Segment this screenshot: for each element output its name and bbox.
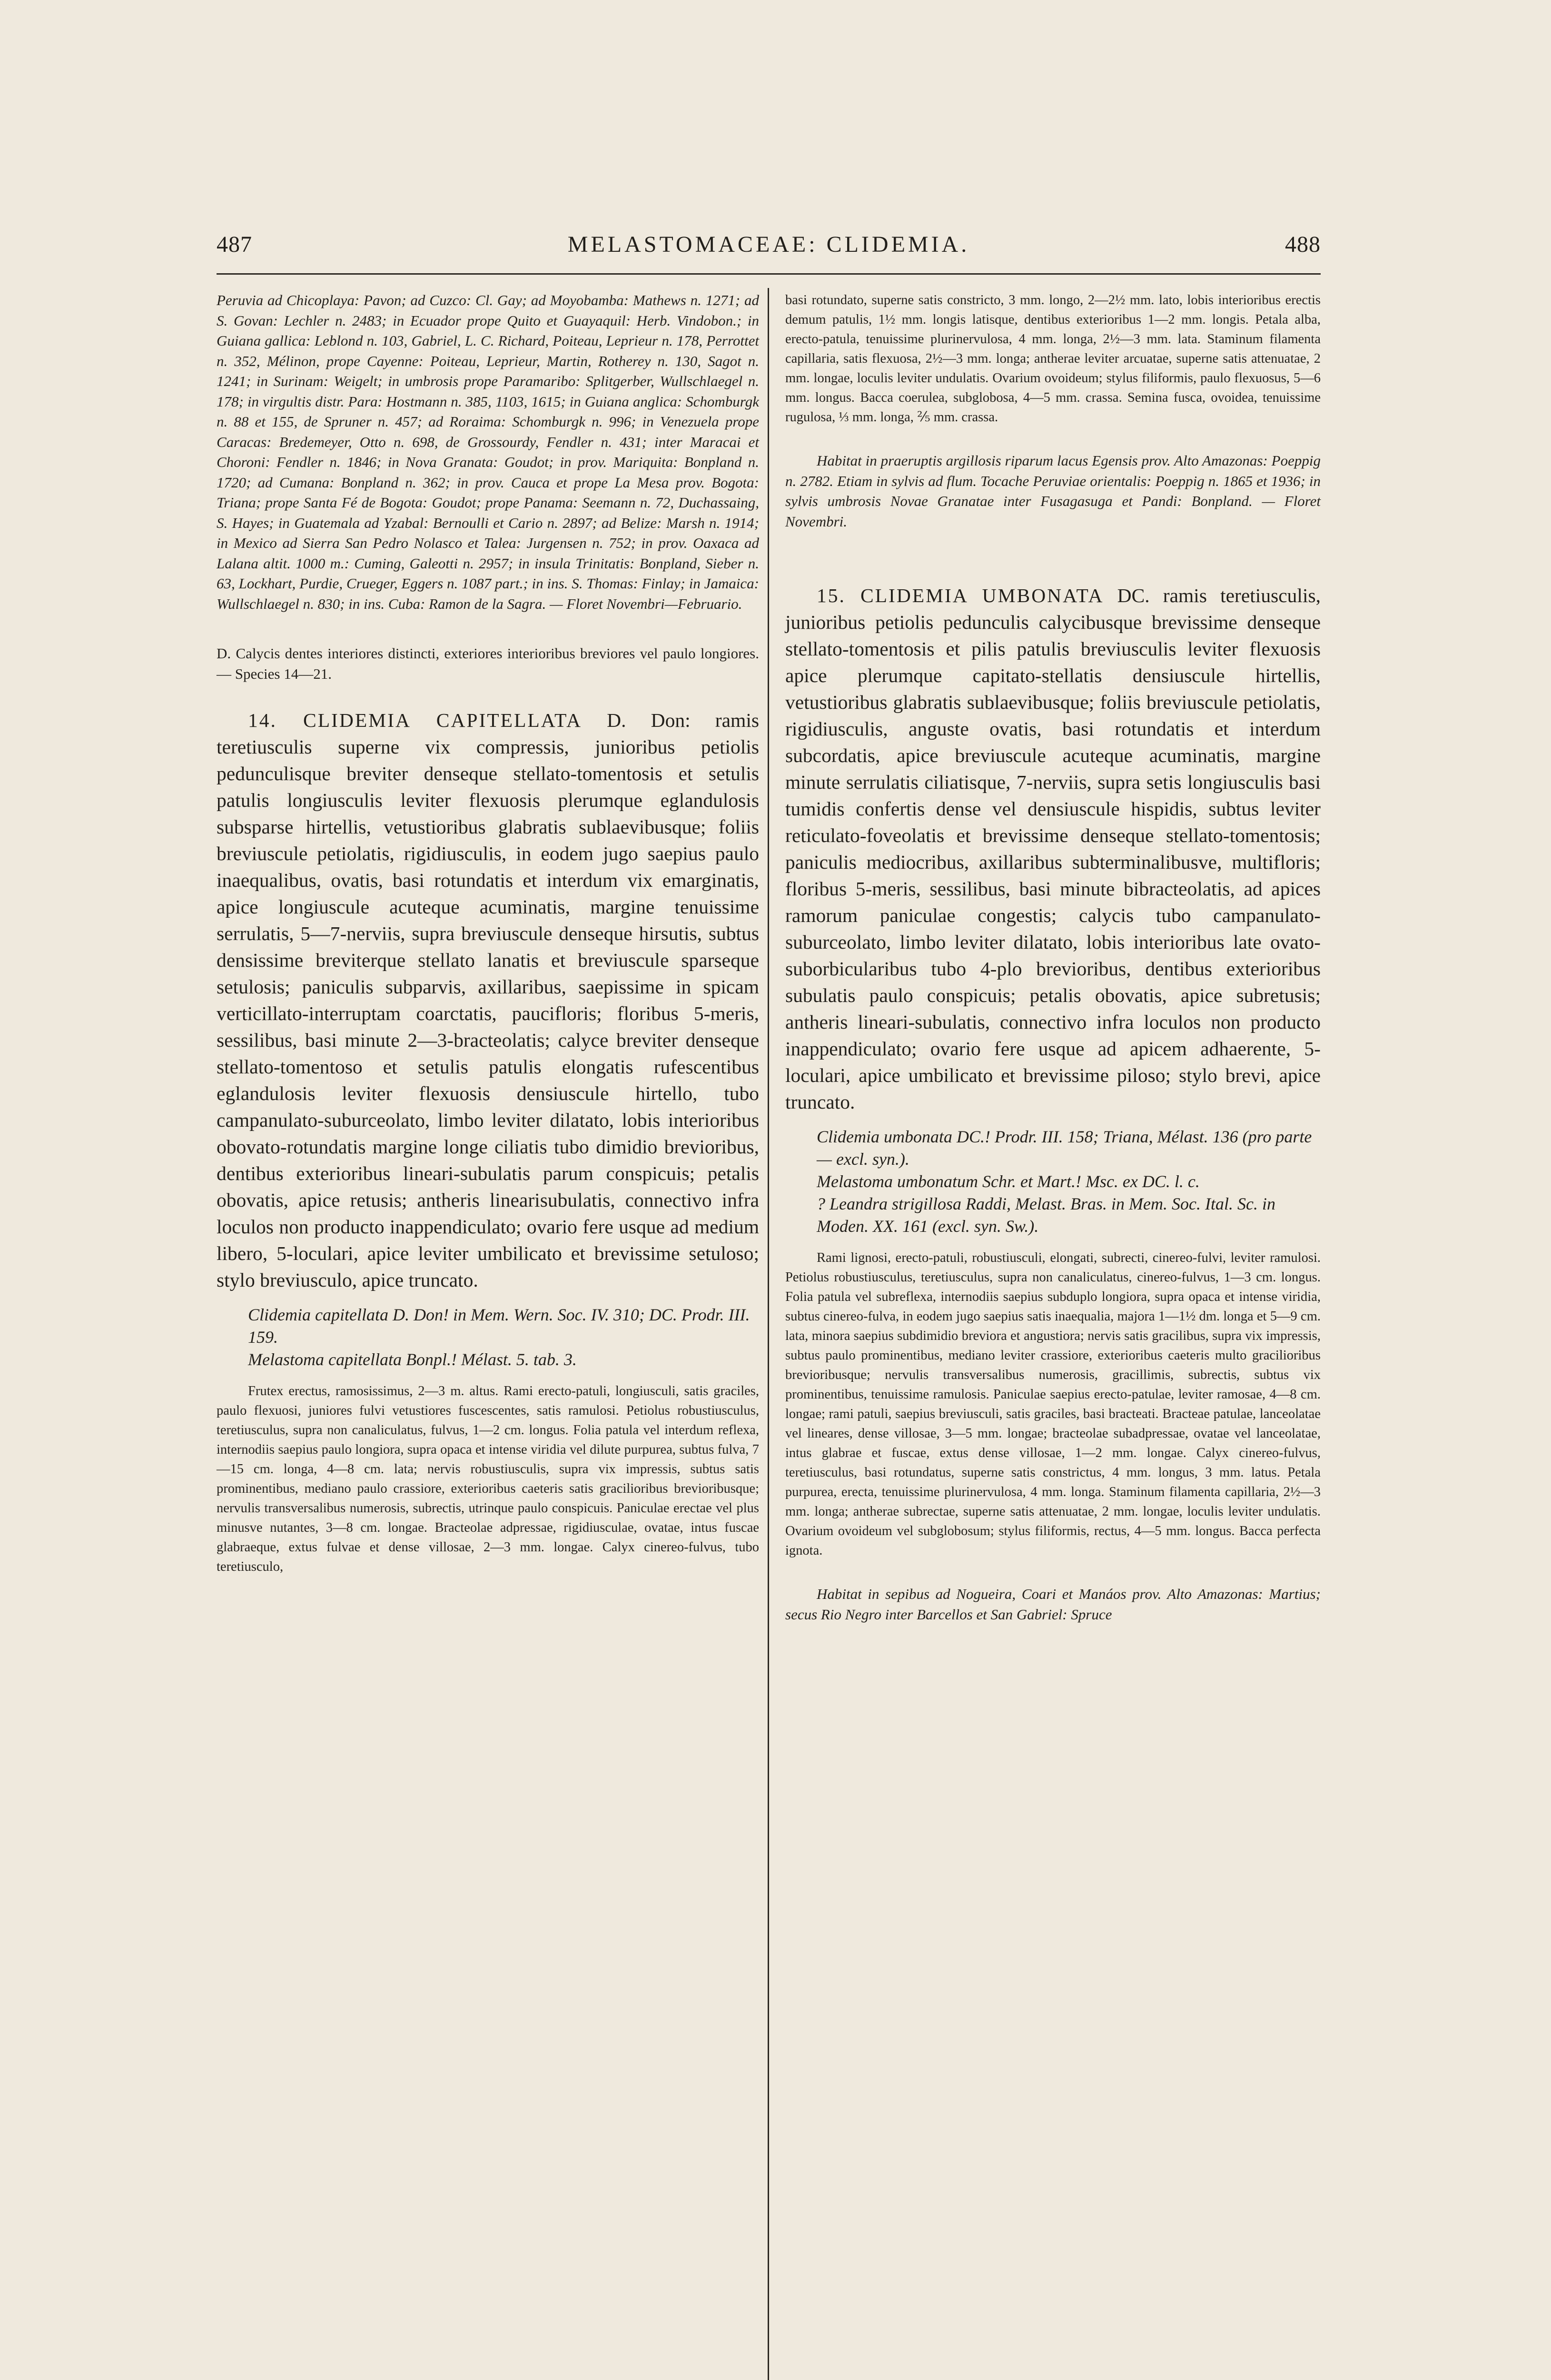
species-15-habitat: Habitat in sepibus ad Nogueira, Coari et Manáos prov. Alto Amazonas: Martius; secus Rio Negro inter Barcellos et San Gabriel: Spruce (785, 1586, 1321, 1623)
distribution-citation-continued: Peruvia ad Chicoplaya: Pavon; ad Cuzco: Cl. Gay; ad Moyobamba: Mathews n. 1271; ad S. Govan: Lechler n. 2483; in Ecuador prope Quito et Guayaquil: Herb. Vindobon.; in Guiana gallica: Leblond n. 103, Gabriel, L. C. Richard, Poiteau, Leprieur n. 178, Perrottet n. 352, Mélinon, prope Cayenne: Poiteau, Leprieur, Martin, Rotherey n. 130, Sagot n. 1241; in Surinam: Weigelt; in umbrosis prope Paramaribo: Splitgerber, Wullschlaegel n. 178; in virgultis distr. Para: Hostmann n. 385, 1103, 1615; in Guiana anglica: Schomburgk n. 88 et 155, de Spruner n. 457; ad Roraima: Schomburgk n. 996; in Venezuela prope Caracas: Bredemeyer, Otto n. 698, de Grossourdy, Fendler n. 431; inter Maracai et Choroni: Fendler n. 1846; in Nova Granata: Goudot; in prov. Mariquita: Bonpland n. 1720; ad Cumana: Bonpland n. 362; in prov. Cauca et prope La Mesa prov. Bogota: Triana; prope Santa Fé de Bogota: Goudot; prope Panama: Seemann n. 72, Duchassaing, S. Hayes; in Guatemala ad Yzabal: Bernoulli et Cario n. 2897; ad Belize: Marsh n. 1914; in Mexico ad Sierra San Pedro Nolasco et Talea: Jurgensen n. 752; in prov. Oaxaca ad Lalana altit. 1000 m.: Cuming, Galeotti n. 2957; in insula Trinitatis: Bonpland, Sieber n. 63, Lockhart, Purdie, Crueger, Eggers n. 1087 part.; in ins. S. Thomas: Finlay; in Jamaica: Wullschlaegel n. 830; in ins. Cuba: Ramon de la Sagra. — Floret Novembri—Februario. (217, 292, 759, 612)
species-14-synonymy (217, 1304, 759, 1371)
species-14-description: Frutex erectus, ramosissimus, 2—3 m. altus. Rami erecto-patuli, longiusculi, satis graciles, paulo flexuosi, juniores fulvi vetustiores fuscescentes, satis ramulosi. Petiolus robustiusculus, teretiusculus, supra non canaliculatus, fulvus, 1—2 cm. longus. Folia patula vel interdum reflexa, internodiis saepius paulo longiora, supra opaca et intense viridia vel dilute purpurea, subtus fulva, 7—15 cm. longa, 4—8 cm. lata; nervis robustiusculis, supra vix impressis, subtus satis prominentibus, mediano paulo crassiore, exterioribus caeteris satis gracilioribus brevioribusque; nervulis transversalibus numerosis, subrectis, utrinque paulo conspicuis. Paniculae erectae vel plus minusve nutantes, 3—8 cm. longae. Bracteolae adpressae, rigidiusculae, ovatae, intus fuscae glabraeque, extus fulvae et dense villosae, 2—3 mm. longae. Calyx cinereo-fulvus, tubo teretiusculo, (217, 1384, 759, 1574)
species-15-diagnosis (785, 582, 1321, 1115)
species-14-description-continued: basi rotundato, superne satis constricto, 3 mm. longo, 2—2½ mm. lato, lobis interioribus erectis demum patulis, 1½ mm. longis latisque, dentibus exterioribus 1—2 mm. longis. Petala alba, erecto-patula, tenuissime plurinervulosa, 4 mm. longa, 2½—3 mm. lata. Staminum filamenta capillaria, satis flexuosa, 2½—3 mm. longa; antherae leviter arcuatae, superne satis attenuatae, 2 mm. longae, loculis leviter undulatis. Ovarium ovoideum; stylus filiformis, paulo flexuosus, 5—6 mm. longus. Bacca coerulea, subglobosa, 4—5 mm. crassa. Semina fusca, ovoidea, tenuissime rugulosa, ⅓ mm. longa, ⅖ mm. crassa. (785, 293, 1321, 425)
page-number-right: 488 (1285, 232, 1321, 257)
species-15-author: DC. (1117, 585, 1150, 606)
species-15-synonymy (785, 1126, 1321, 1238)
synonym-line: Clidemia umbonata DC.! Prodr. III. 158; Triana, Mélast. 136 (pro parte — excl. syn.). (817, 1127, 1312, 1169)
synonym-line: Melastoma capitellata Bonpl.! Mélast. 5. tab. 3. (248, 1350, 577, 1369)
species-14-diagnosis (217, 707, 759, 1293)
synonym-line: ? Leandra strigillosa Raddi, Melast. Bras. in Mem. Soc. Ital. Sc. in Moden. XX. 161 (excl. syn. Sw.). (817, 1194, 1275, 1236)
species-14-name: 14. CLIDEMIA CAPITELLATA (248, 709, 583, 731)
species-14-text: ramis teretiusculis superne vix compressis, junioribus petiolis pedunculisque breviter denseque stellato-tomentosis et setulis patulis longiusculis leviter flexuosis plerumque eglandulosis subsparse hirtellis, vetustioribus glabratis sublaevibusque; foliis breviuscule petiolatis, rigidiusculis, in eodem jugo saepius paulo inaequalibus, ovatis, basi rotundatis et interdum vix emarginatis, apice longiuscule acuteque acuminatis, margine tenuissime serrulatis, 5—7-nerviis, supra breviuscule denseque hirsutis, subtus densissime breviterque stellato lanatis et breviuscule sparseque setulosis; paniculis subparvis, axillaribus, saepissime in spicam verticillato-interruptam coarctatis, paucifloris; floribus 5-meris, sessilibus, basi minute 2—3-bracteolatis; calyce breviter denseque stellato-tomentoso et setulis patulis elongatis rufescentibus eglandulosis leviter flexuosis densiuscule hirtello, tubo campanulato-suburceolato, limbo leviter dilatato, lobis interioribus obovato-rotundatis margine longe ciliatis tubo dimidio brevioribus, dentibus exterioribus lineari-subulatis parum conspicuis; petalis obovatis, apice retusis; antheris linearisubulatis, connectivo infra loculos non producto inappendiculato; ovario fere usque ad medium libero, 5-loculari, apice leviter umbilicato et brevissime setuloso; stylo breviusculo, apice truncato. (217, 709, 759, 1291)
species-15-description: Rami lignosi, erecto-patuli, robustiusculi, elongati, subrecti, cinereo-fulvi, leviter ramulosi. Petiolus robustiusculus, teretiusculus, supra non canaliculatus, cinereo-fulvus, 1—3 cm. longus. Folia patula vel subreflexa, internodiis saepius subduplo longiora, supra opaca et intense viridia, subtus cinereo-fulva, in eodem jugo saepius satis inaequalia, majora 1—1½ dm. longa et 5—9 cm. lata, minora saepius subdimidio breviora et angustiora; nervis satis gracilibus, supra vix impressis, subtus paulo prominentibus, mediano leviter crassiore, exterioribus caeteris multo gracilioribus brevioribusque; nervulis transversalibus numerosis, gracillimis, subrectis, subtus vix prominentibus, tenuissime ramulosis. Paniculae saepius erecto-patulae, leviter ramosae, 4—8 cm. longae; rami patuli, saepius breviusculi, satis graciles, basi bracteati. Bracteae patulae, lanceolatae vel lineares, dense villosae, 3—5 mm. longae; bracteolae subadpressae, ovatae vel lanceolatae, intus glabrae et fuscae, extus dense villosae, 1—2 mm. longae. Calyx cinereo-fulvus, teretiusculus, basi rotundatus, superne satis constrictus, 4 mm. longus, 3 mm. latus. Petala purpurea, erecta, tenuissime plurinervulosa, 4 mm. longa. Staminum filamenta capillaria, 2½—3 mm. longa; antherae subrectae, superne satis attenuatae, 2 mm. longae, loculis leviter undulatis. Ovarium ovoideum vel subglobosum; stylus filiformis, rectus, 4—5 mm. longus. Bacca perfecta ignota. (785, 1250, 1321, 1558)
species-14-habitat: Habitat in praeruptis argillosis riparum lacus Egensis prov. Alto Amazonas: Poeppig n. 2782. Etiam in sylvis ad flum. Tocache Peruviae orientalis: Poeppig n. 1865 et 1936; in sylvis umbrosis Novae Granatae inter Fusagasuga et Pandi: Bonpland. — Floret Novembri. (785, 452, 1321, 530)
species-14-author: D. Don: (607, 709, 691, 731)
page-number-left: 487 (217, 232, 252, 257)
running-head (217, 231, 1321, 268)
running-title: MELASTOMACEAE: CLIDEMIA. (567, 232, 970, 257)
section-key: D. Calycis dentes interiores distincti, exteriores interioribus breviores vel paulo longiores. — Species 14—21. (217, 645, 759, 682)
species-15-text: ramis teretiusculis, junioribus petiolis pedunculis calycibusque brevissime denseque stellato-tomentosis et pilis patulis breviusculis leviter flexuosis apice plerumque capitato-stellatis densiuscule hirtellis, vetustioribus glabratis sublaevibusque; foliis breviuscule petiolatis, rigidiusculis, anguste ovatis, basi rotundatis et interdum subcordatis, apice breviuscule acuteque acuminatis, margine minute serrulatis ciliatisque, 7-nerviis, supra setis longiusculis basi tumidis confertis dense vel densiuscule hispidis, subtus leviter reticulato-foveolatis et brevissime denseque stellato-tomentosis; paniculis mediocribus, axillaribus subterminalibusve, multifloris; floribus 5-meris, sessilibus, basi minute bibracteolatis, ad apices ramorum paniculae congestis; calycis tubo campanulato-suburceolato, limbo leviter dilatato, lobis interioribus late ovato-suborbicularibus tubo 4-plo brevioribus, dentibus exterioribus subulatis paulo conspicuis; petalis obovatis, apice subretusis; antheris lineari-subulatis, connectivo infra loculos non producto inappendiculato; ovario fere usque ad apicem adhaerente, 5-loculari, apice umbilicato et brevissime piloso; stylo brevi, apice truncato. (785, 585, 1321, 1113)
left-column (217, 290, 759, 1577)
species-15-name: 15. CLIDEMIA UMBONATA (817, 585, 1104, 606)
column-divider (768, 288, 769, 2380)
header-rule (217, 273, 1321, 275)
right-column (785, 290, 1321, 1625)
synonym-line: Melastoma umbonatum Schr. et Mart.! Msc. ex DC. l. c. (817, 1172, 1200, 1191)
synonym-line: Clidemia capitellata D. Don! in Mem. Wern. Soc. IV. 310; DC. Prodr. III. 159. (248, 1305, 750, 1347)
